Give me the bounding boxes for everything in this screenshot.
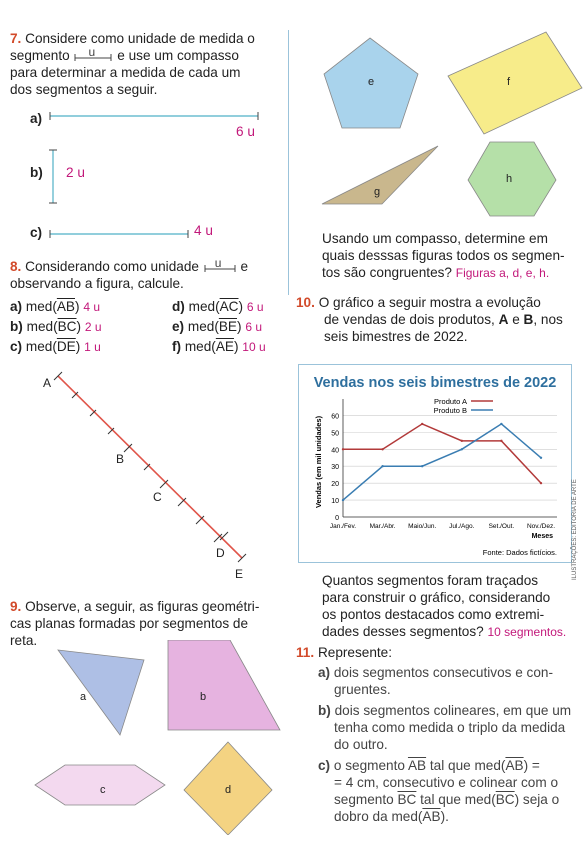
med-close: ) <box>238 299 244 314</box>
x-tick-label: Maio/Jun. <box>408 523 437 530</box>
y-tick-label: 10 <box>331 498 339 506</box>
data-point <box>342 448 344 450</box>
segment-name: $\overline{AB}$ <box>422 809 441 824</box>
segment-name: $\overline{AB}$ <box>56 299 75 314</box>
trapezoid-b <box>168 640 280 730</box>
segment-a <box>48 110 268 122</box>
answer: 10 segmentos. <box>487 625 567 639</box>
answer: 10 u <box>242 340 266 354</box>
credit-text: ILUSTRAÇÕES: EDITORIA DE ARTE <box>572 479 578 580</box>
q10-line2c: , nos <box>533 312 563 327</box>
fig-label-a: a <box>80 691 87 703</box>
q8-line2: observando a figura, calcule. <box>10 276 184 291</box>
point-label-A: A <box>43 376 52 390</box>
q10-line2a: de vendas de dois produtos, <box>324 312 495 327</box>
q11-c4a: dobro da med( <box>334 809 423 824</box>
item-letter: e) <box>172 319 185 334</box>
q9-figures <box>20 640 300 835</box>
q10-line1: O gráfico a seguir mostra a evolução <box>318 295 541 310</box>
product-a-label: A <box>498 312 509 327</box>
segment-b <box>48 148 60 208</box>
med-prefix: med( <box>188 299 220 314</box>
question-7 <box>10 30 280 98</box>
q9-line3: reta. <box>10 633 38 648</box>
sales-chart <box>299 365 571 562</box>
q11-b2: tenha como medida o triplo da medida <box>334 720 566 735</box>
right-text3: tos são congruentes? <box>322 265 452 280</box>
answer: 4 u <box>194 223 213 238</box>
q10-after2: para construir o gráfico, considerando <box>322 590 551 605</box>
segment-name: $\overline{BC}$ <box>495 792 515 807</box>
segment-name: $\overline{AE}$ <box>215 339 234 354</box>
right-figures <box>320 28 585 218</box>
points-line-figure <box>30 370 260 585</box>
data-point <box>540 457 542 459</box>
med-prefix: med( <box>184 339 216 354</box>
med-prefix: med( <box>26 319 58 334</box>
q10-line3: seis bimestres de 2022. <box>324 329 468 344</box>
product-b-label: B <box>523 312 534 327</box>
y-tick-label: 30 <box>331 464 339 472</box>
fig-label-c: c <box>100 784 106 796</box>
q11-a1: dois segmentos consecutivos e con- <box>333 665 554 680</box>
data-point <box>342 499 344 501</box>
q7-line4: dos segmentos a seguir. <box>10 82 158 97</box>
segment-name: $\overline{BC}$ <box>57 319 77 334</box>
data-point <box>461 440 463 442</box>
item-letter: c) <box>10 339 23 354</box>
rectangle-f <box>448 32 582 134</box>
q11-c3b: tal que med( <box>420 792 496 807</box>
point-label-E: E <box>235 567 244 581</box>
data-point <box>421 465 423 467</box>
legend-label: Produto B <box>433 406 467 415</box>
series-line-b <box>343 424 541 500</box>
q10-after1: Quantos segmentos foram traçados <box>322 573 539 588</box>
fig-label-d: d <box>225 784 232 796</box>
item-letter: a) <box>30 111 43 126</box>
y-tick-label: 0 <box>335 515 339 522</box>
legend-label: Produto A <box>434 397 467 406</box>
answer: Figuras a, d, e, h. <box>455 266 550 280</box>
unit-label: u <box>214 256 222 271</box>
q11-c4b: ). <box>440 809 449 824</box>
question-number: 9. <box>10 599 22 614</box>
q11-c1a: o segmento <box>333 758 405 773</box>
med-close: ) <box>233 339 239 354</box>
q8-line1a: Considerando como unidade <box>25 259 199 274</box>
answer: 6 u <box>245 320 262 334</box>
item-letter: b) <box>10 319 23 334</box>
x-axis-label: Meses <box>531 533 553 540</box>
q10-after3: os pontos destacados como extremi- <box>322 607 545 622</box>
right-text1: Usando um compasso, determine em <box>322 231 548 246</box>
answer: 2 u <box>84 320 102 334</box>
item-letter: f) <box>172 339 182 354</box>
point-label-B: B <box>116 452 125 466</box>
segment-c <box>48 228 198 240</box>
unit-segment <box>203 256 237 273</box>
y-tick-label: 50 <box>331 430 339 438</box>
q11-c1c: ) = <box>523 758 540 773</box>
chart-title: Vendas nos seis bimestres de 2022 <box>313 375 557 391</box>
med-prefix: med( <box>187 319 219 334</box>
x-tick-label: Nov./Dez. <box>526 523 556 530</box>
fig-label-e: e <box>368 76 375 88</box>
fig-label-h: h <box>506 173 513 185</box>
y-tick-label: 40 <box>331 447 339 455</box>
med-close: ) <box>75 339 81 354</box>
x-tick-label: Set./Out. <box>488 523 515 530</box>
point-label-C: C <box>153 490 162 504</box>
unit-segment <box>73 45 113 62</box>
data-point <box>381 448 383 450</box>
q7-line1: Considere como unidade de medida o <box>25 31 255 46</box>
y-tick-label: 20 <box>331 481 339 489</box>
segment-name: $\overline{BE}$ <box>218 319 237 334</box>
data-point <box>421 423 423 425</box>
q7-line2b: e use um compasso <box>117 48 239 63</box>
q7-line3: para determinar a medida de cada um <box>10 65 241 80</box>
q11-c3c: ) seja o <box>514 792 560 807</box>
q8-items <box>10 298 300 358</box>
answer: 1 u <box>84 340 101 354</box>
triangle-a <box>58 650 144 735</box>
q8-line1b: e <box>240 259 249 274</box>
data-point <box>540 482 542 484</box>
answer: 4 u <box>83 300 100 314</box>
med-close: ) <box>76 319 82 334</box>
fig-label-b: b <box>200 691 207 703</box>
y-tick-label: 60 <box>331 413 339 421</box>
item-letter: b) <box>30 165 43 180</box>
right-text2: quais desssas figuras todos os segmen- <box>322 248 565 263</box>
answer: 6 u <box>246 300 264 314</box>
med-prefix: med( <box>25 299 57 314</box>
item-letter: c) <box>30 225 43 240</box>
question-number: 7. <box>10 31 22 46</box>
q11-b1: dois segmentos colineares, em que um <box>334 703 572 718</box>
data-point <box>500 440 502 442</box>
unit-label: u <box>88 45 96 60</box>
question-10 <box>296 294 581 345</box>
q11-c3a: segmento <box>334 792 394 807</box>
fig-label-f: f <box>507 76 511 88</box>
data-point <box>461 448 463 450</box>
q9-line1: Observe, a seguir, as figuras geométri- <box>25 599 260 614</box>
chart-box <box>298 364 572 563</box>
med-prefix: med( <box>25 339 57 354</box>
credit <box>572 420 582 580</box>
med-close: ) <box>75 299 80 314</box>
data-point <box>500 423 502 425</box>
fig-label-g: g <box>374 186 381 198</box>
segment-name: $\overline{AB}$ <box>407 758 427 773</box>
med-close: ) <box>237 319 242 334</box>
column-divider <box>288 30 289 295</box>
segment-name: $\overline{BC}$ <box>397 792 417 807</box>
q11-title: Represente: <box>317 645 392 660</box>
point-label-D: D <box>216 546 225 560</box>
q11-c2: = 4 cm, consecutivo e colinear com o <box>334 775 559 790</box>
q7-line2a: segmento <box>10 48 70 63</box>
question-number: 11. <box>296 645 315 660</box>
answer: 6 u <box>236 124 255 139</box>
question-8 <box>10 258 285 292</box>
item-letter: d) <box>172 299 185 314</box>
segment-name: $\overline{DE}$ <box>56 339 76 354</box>
q11-c1b: tal que med( <box>429 758 506 773</box>
q11-b3: do outro. <box>334 737 388 752</box>
q11-a2: gruentes. <box>334 682 391 697</box>
answer: 2 u <box>66 165 85 180</box>
segment-name: $\overline{AC}$ <box>219 299 239 314</box>
question-number: 8. <box>10 259 22 274</box>
x-tick-label: Jan./Fev. <box>329 523 357 530</box>
segment-name: $\overline{AB}$ <box>505 758 524 773</box>
q10-line2b: e <box>512 312 520 327</box>
x-tick-label: Mar./Abr. <box>369 523 396 530</box>
q10-after4: dades desses segmentos? <box>322 624 484 639</box>
y-axis-label: Vendas (em mil unidades) <box>314 415 323 509</box>
q9-line2: cas planas formadas por segmentos de <box>10 616 249 631</box>
right-figures-text <box>322 230 577 282</box>
x-tick-label: Jul./Ago. <box>449 523 475 530</box>
chart-source: Fonte: Dados fictícios. <box>482 548 557 557</box>
q11-items: a) dois segmentos consecutivos e con- gruentes. b) dois segmentos colineares, em que um tenha como medida o triplo da medida do outro. c) o segmento $\overline{AB}$ tal que $med(\overline{AB})$ = = 4 cm, consecutivo e colinear com o segmento $\overline{BC}$ tal que $med(\overline{BC})$ seja o dobro da $med(\overline{AB})$. <box>318 664 576 825</box>
question-11 <box>296 644 576 661</box>
question-number: 10. <box>296 295 315 310</box>
q10-after <box>322 572 577 641</box>
data-point <box>381 465 383 467</box>
item-letter: a) <box>10 299 23 314</box>
